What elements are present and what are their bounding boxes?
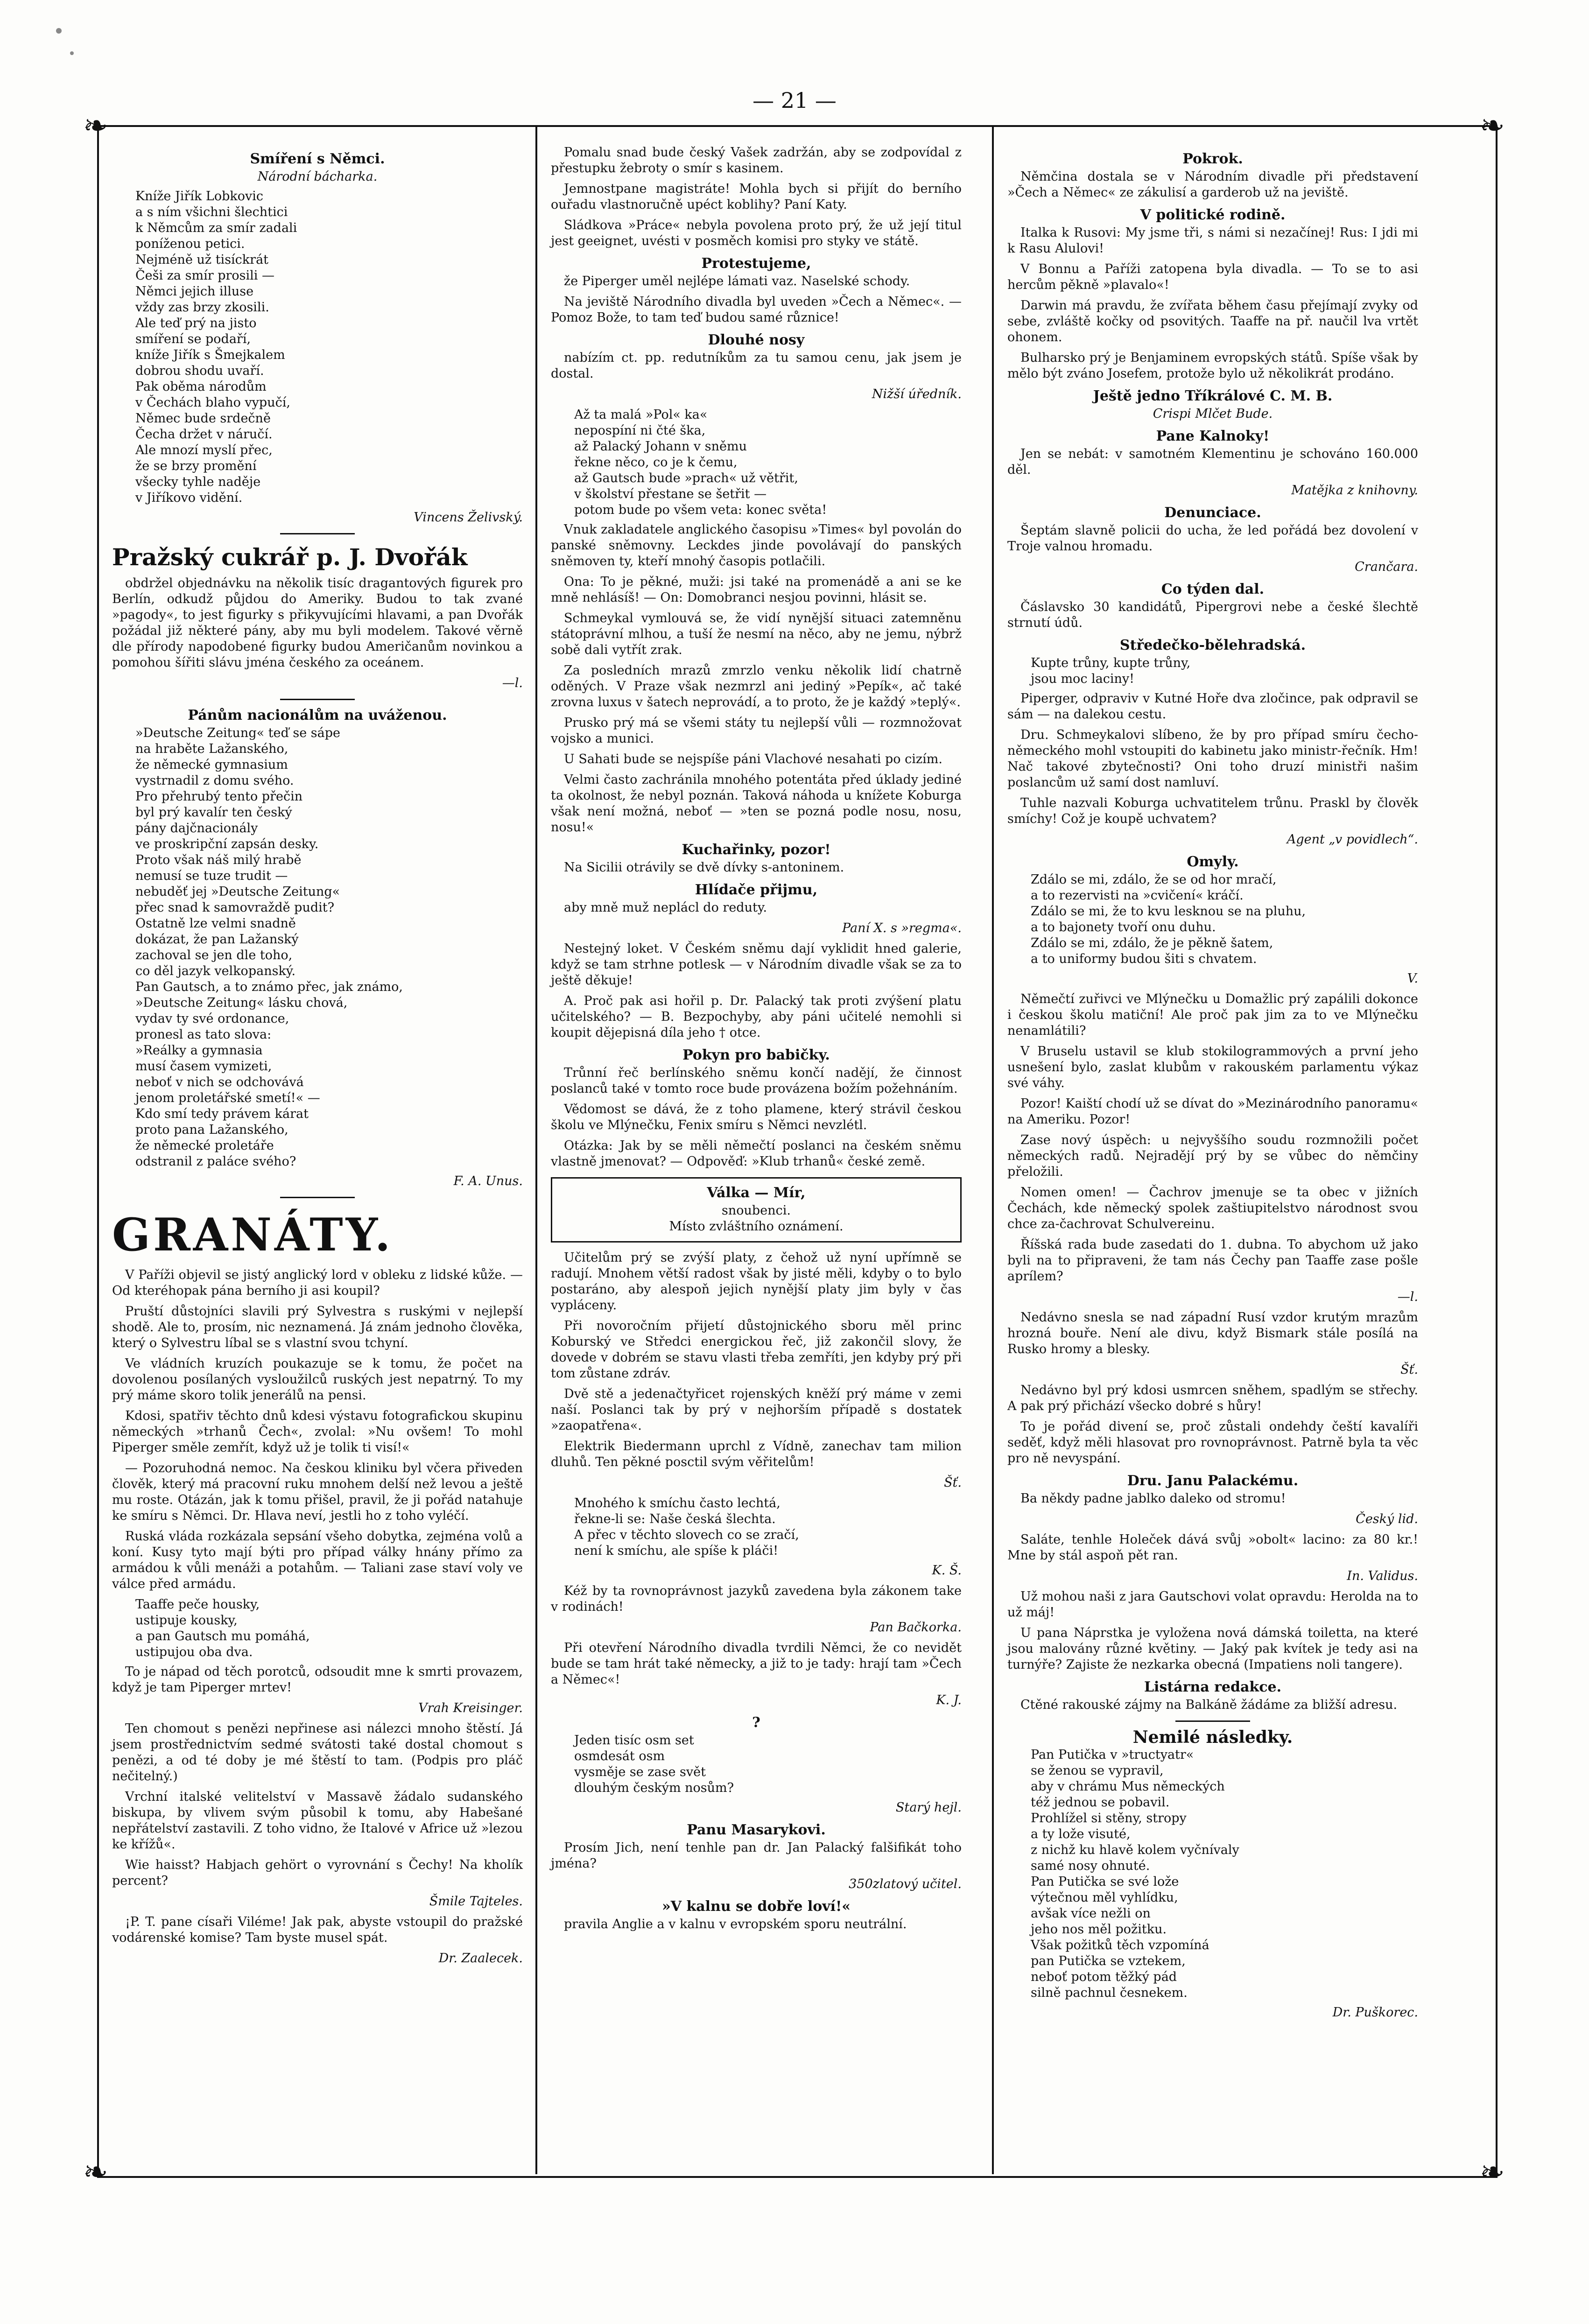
poem-line: Němec bude srdečně	[135, 411, 271, 426]
print-speck	[70, 51, 74, 55]
paragraph: Kdosi, spatřiv těchto dnů kdesi výstavu fotografickou skupinu německých »trhanů Čech«, zvolal: »Nu ovšem! To mohl Piperger směle zemřít, když už je tolik ti visí!«	[112, 1409, 523, 1455]
poem-line: musí časem vymizeti,	[135, 1059, 272, 1074]
paragraph: V Paříži objevil se jistý anglický lord v obleku z lidské kůže. — Od kteréhopak pána berního ji asi koupil?	[112, 1268, 523, 1298]
paragraph: Vnuk zakladatele anglického časopisu »Times« byl povolán do panské sněmovny. Leckdes jinde povolávají do panských sněmoven ty, kteří mnohý časopis potlačili.	[551, 522, 962, 569]
poem-line: z nichž ku hlavě kolem vyčnívaly	[1031, 1843, 1239, 1857]
poem-line: Však požitků těch vzpomíná	[1031, 1938, 1209, 1952]
article-subtitle: Národní bácharka.	[257, 169, 378, 184]
poem	[135, 189, 523, 506]
poem-line: Ale mnozí myslí přec,	[135, 443, 273, 457]
poem-line: Zdálo se mi, zdálo, že je pěkně šatem,	[1031, 936, 1273, 950]
poem-line: Ostatně lze velmi snadně	[135, 916, 296, 931]
article-title: Pokrok.	[1182, 151, 1243, 167]
article-title: Hlídače přijmu,	[695, 882, 818, 898]
article-title: Pražský cukrář p. J. Dvořák	[112, 543, 468, 571]
poem-line: ustipuje kousky,	[135, 1613, 238, 1628]
signature: Dr. Puškorec.	[1332, 2005, 1418, 2020]
paragraph: Otázka: Jak by se měli němečtí poslanci na českém sněmu vlastně jmenovat? — Odpověď: »Klub trhanů« české země.	[551, 1138, 962, 1169]
paragraph: To je pořád divení se, proč zůstali ondehdy čeští kavalíři seděť, když měli hlasovat pro rovnoprávnost. Patrně byla ta věc pro ně nevyspání.	[1007, 1419, 1418, 1466]
column-3	[1007, 145, 1418, 2025]
article-title: Omyly.	[1187, 854, 1239, 870]
paragraph: U Sahati bude se nejspíše páni Vlachové nesahati po cizím.	[564, 752, 942, 766]
article-title: Denunciace.	[1164, 505, 1261, 521]
signature: Vincens Želivský.	[414, 510, 523, 525]
poem-line: až Gautsch bude »prach« už větřit,	[574, 471, 798, 485]
poem-line: vystrnadil z domu svého.	[135, 773, 294, 788]
divider	[280, 533, 355, 534]
poem-line: neboť potom těžký pád	[1031, 1970, 1177, 1984]
article-title: Dlouhé nosy	[708, 332, 805, 348]
poem-line: neboť v nich se odchovává	[135, 1075, 304, 1089]
poem-line: Kupte trůny, kupte trůny,	[1031, 656, 1191, 670]
paragraph: A. Proč pak asi hořil p. Dr. Palacký tak proti zvýšení platu učitelského? — B. Bezpochyby, aby páni učitelé nemohli si koupit dějepisná díla jeho † otce.	[551, 994, 962, 1040]
divider	[280, 1197, 355, 1198]
paragraph: obdržel objednávku na několik tisíc dragantových figurek pro Berlín, odkudž půjdou do Ameriky. Budou to tak zvané »pagody«, to jest figurky s přikyvujícími hlavami, a pan Dvořák požádal již některé pány, aby mu byli modelem. Takové věrně dle přírody napodobené figurky budou Američanům novinkou a pomohou šířiti slávu jména českého za oceánem.	[112, 576, 523, 670]
signature: Dr. Zaalecek.	[438, 1951, 523, 1966]
signature: K. Š.	[932, 1563, 962, 1578]
poem-line: »Deutsche Zeitung« lásku chová,	[135, 996, 348, 1010]
poem-line: vždy zas brzy zkosili.	[135, 300, 269, 315]
poem-line: Kníže Jiřík Lobkovic	[135, 189, 264, 204]
poem-line: a to uniformy budou šiti s chvatem.	[1031, 952, 1257, 966]
poem-line: samé nosy ohnuté.	[1031, 1859, 1150, 1873]
signature: Matějka z knihovny.	[1291, 483, 1418, 498]
poem	[1031, 1747, 1418, 2001]
corner-ornament-icon: ❧	[1480, 109, 1505, 143]
paragraph: Dru. Schmeykalovi slíbeno, že by pro případ smíru čecho-německého mohl vstoupiti do kabinetu jako ministr-řečník. Hm! Nač takové zbytečnosti? Oni toho druzí ministři našim poslancům už samí dost namluví.	[1007, 728, 1418, 790]
article-title: »V kalnu se dobře loví!«	[661, 1898, 851, 1915]
signature: Šť.	[944, 1475, 962, 1490]
poem-line: a ty lože visuté,	[1031, 1827, 1131, 1841]
paragraph: U pana Náprstka je vyložena nová dámská toiletta, na které jsou malovány různé květiny. — Jaký pak kvítek je tedy asi na turnýře? Zajiste že nezkarka obecná (Impatiens noli tangere).	[1007, 1626, 1418, 1672]
poem-line: výtečnou měl vyhlídku,	[1031, 1890, 1178, 1905]
poem-line: řekne něco, co je k čemu,	[574, 455, 738, 470]
paragraph: Pruští důstojníci slavili prý Sylvestra s ruskými v nejlepší shodě. Ale to, prosím, nic neznamená. Já znám jednoho člověka, který o Sylvestru líbal se s vlastní svou tchyní.	[112, 1304, 523, 1350]
paragraph: aby mně muž neplácl do reduty.	[564, 900, 767, 915]
signature: Český lid.	[1356, 1512, 1418, 1526]
poem-line: nemusí se tuze trudit —	[135, 869, 288, 883]
paragraph: Prusko prý má se všemi státy tu nejlepší vůli — rozmnožovat vojsko a munici.	[551, 716, 962, 746]
paragraph: Vrchní italské velitelství v Massavě žádalo sudanského biskupa, by vlivem svým působil k tomu, aby Habešané nepřátelství zastavili. Z toho vidno, že Italové v Africe už »lezou ke křížů«.	[112, 1790, 523, 1852]
paragraph: Nedávno snesla se nad západní Rusí vzdor krutým mrazům hrozná bouře. Není ale divu, když Bismark stále posílá na Rusko hromy a blesky.	[1007, 1310, 1418, 1356]
announcement-title: Válka — Mír,	[707, 1185, 806, 1201]
poem-line: v Čechách blaho vypučí,	[135, 395, 290, 410]
paragraph: Učitelům prý se zvýší platy, z čehož už nyní upřímně se radují. Mnohem větší radost však by jisté měli, kdyby o to bylo postaráno, aby alespoň jejich nynější platy jim byly v čas vypláceny.	[551, 1250, 962, 1313]
poem-line: smíření se podaří,	[135, 332, 251, 346]
signature: Starý hejl.	[895, 1800, 962, 1815]
poem-line: avšak více nežli on	[1031, 1906, 1151, 1921]
poem-line: Proto však náš milý hrabě	[135, 853, 302, 867]
poem-line: kníže Jiřík s Šmejkalem	[135, 348, 285, 362]
poem-line: Pan Putička se své lože	[1031, 1875, 1179, 1889]
poem-line: Pan Gautsch, a to známo přec, jak známo,	[135, 980, 403, 994]
paragraph: Piperger, odpraviv v Kutné Hoře dva zločince, pak odpravil se sám — na dalekou cestu.	[1007, 691, 1418, 722]
paragraph: že Piperger uměl nejlépe lámati vaz. Naselské schody.	[564, 274, 910, 288]
paragraph: V Bonnu a Paříži zatopena byla divadla. — To se to asi hercům pěkně »plavalo«!	[1007, 262, 1418, 292]
paragraph: Němčina dostala se v Národním divadle při představení »Čech a Němec« ze zákulisí a garderob už na jeviště.	[1007, 169, 1418, 200]
announcement-box	[551, 1177, 962, 1243]
paragraph: pravila Anglie a v kalnu v evropském sporu neutrální.	[564, 1917, 907, 1931]
announcement-subtitle: snoubenci.	[722, 1203, 791, 1218]
paragraph: Elektrik Biedermann uprchl z Vídně, zanechav tam milion dluhů. Ten pěkné posctil svým věřitelům!	[551, 1439, 962, 1469]
column-2	[551, 145, 962, 1937]
poem-line: řekne-li se: Naše česká šlechta.	[574, 1512, 776, 1526]
poem-line: A přec v těchto slovech co se zračí,	[574, 1528, 799, 1542]
poem-line: Pak oběma národům	[135, 379, 267, 394]
signature: Šť.	[1400, 1362, 1418, 1377]
poem-line: silně pachnul česnekem.	[1031, 1986, 1188, 2000]
signature: —l.	[1397, 1290, 1418, 1304]
section-heading: GRANÁTY.	[112, 1208, 394, 1261]
paragraph: Trůnní řeč berlínského sněmu končí nadějí, že činnost poslanců také v tomto roce bude provázena božím požehnáním.	[551, 1066, 962, 1096]
paragraph: Ctěné rakouské zájmy na Balkáně žádáme za bližší adresu.	[1020, 1698, 1398, 1712]
article-title: Panu Masarykovi.	[687, 1822, 826, 1838]
paragraph: Na jeviště Národního divadla byl uveden »Čech a Němec«. — Pomoz Bože, to tam teď budou samé různice!	[551, 295, 962, 325]
frame-left-rule	[97, 125, 99, 2174]
article-title: Co týden dal.	[1161, 581, 1265, 597]
poem-line: Němci jejich illuse	[135, 284, 254, 299]
poem-line: není k smíchu, ale spíše k pláči!	[574, 1544, 779, 1558]
poem-line: vysměje se zase svět	[574, 1765, 706, 1779]
poem-line: že se brzy promění	[135, 459, 257, 473]
article-title: Protestujeme,	[701, 255, 811, 272]
poem-line: a to bajonety tvoří onu duhu.	[1031, 920, 1216, 934]
poem	[135, 1597, 523, 1660]
signature: 350zlatový učitel.	[849, 1877, 962, 1891]
poem-line: Zdálo se mi, že to kvu lesknou se na pluhu,	[1031, 904, 1306, 919]
article-title: Pokyn pro babičky.	[682, 1047, 830, 1063]
announcement-note: Místo zvláštního oznámení.	[669, 1219, 844, 1234]
poem-line: přec snad k samovraždě pudit?	[135, 900, 335, 915]
poem-line: Češi za smír prosili —	[135, 268, 274, 283]
poem-line: v Jiříkovo vidění.	[135, 491, 243, 505]
paragraph: Sládkova »Práce« nebyla povolena proto prý, že už její titul jest geeignet, uvésti v posměch komisi pro styky ve státě.	[551, 218, 962, 248]
poem-line: potom bude po všem veta: konec světa!	[574, 503, 827, 517]
paragraph: Pozor! Kaiští chodí už se dívat do »Mezinárodního panoramu« na Ameriku. Pozor!	[1007, 1096, 1418, 1127]
paragraph: Pomalu snad bude český Vašek zadržán, aby se zodpovídal z přestupku žebroty o smír s kasinem.	[551, 145, 962, 176]
poem-line: že německé proletáře	[135, 1138, 274, 1153]
signature: Pan Bačkorka.	[870, 1620, 962, 1635]
paragraph: Ona: To je pěkné, muži: jsi také na promenádě a ani se ke mně nehlásíš! — On: Domobranci nesjou povinni, hlásit se.	[551, 575, 962, 605]
poem-line: dobrou shodu uvaří.	[135, 364, 264, 378]
column-rule-2	[992, 125, 994, 2174]
article-title: Pánům nacionálům na uváženou.	[188, 707, 447, 723]
print-speck	[56, 28, 62, 34]
paragraph: Dvě stě a jedenačtyřicet rojenských kněží prý máme v zemi naší. Poslanci tak by prý v nejhorším případě s dostatek »zaopatřena«.	[551, 1387, 962, 1433]
paragraph: Nomen omen! — Čachrov jmenuje se ta obec v jižních Čechách, kde německý spolek zaštiupitelstvo národnost svou chce za-čachrovat Schulvereinu.	[1007, 1185, 1418, 1231]
question-mark: ?	[752, 1714, 760, 1731]
divider	[1175, 1720, 1250, 1722]
poem-line: v školství přestane se šetřit —	[574, 487, 767, 501]
poem-line: na hraběte Lažanského,	[135, 742, 288, 756]
article-title: Ještě jedno Tříkrálové C. M. B.	[1093, 388, 1333, 404]
poem-line: Zdálo se mi, zdálo, že se od hor mračí,	[1031, 872, 1277, 887]
paragraph: Ba někdy padne jablko daleko od stromu!	[1020, 1491, 1286, 1506]
poem-line: pány dajčnacionály	[135, 821, 258, 836]
paragraph: Darwin má pravdu, že zvířata během času přejímají zvyky od sebe, zvláště kočky od psovitých. Taaffe na př. naučil lva vrtět ohonem.	[1007, 298, 1418, 344]
corner-ornament-icon: ❧	[1480, 2155, 1505, 2190]
article-title: Pane Kalnoky!	[1156, 428, 1270, 444]
paragraph: Při novoročním přijetí důstojnického sboru měl princ Koburský ve Středci energickou řeč, již zakončil slovy, že dovede v dobrém se stavu vlasti třeba zemříti, jen kdyby prý při tom zůstane zdráv.	[551, 1319, 962, 1381]
paragraph: Jemnostpane magistráte! Mohla bych si přijít do berního ouřadu vlastnoručně upéct koblihy? Paní Katy.	[551, 182, 962, 212]
paragraph: Za posledních mrazů zmrzlo venku několik lidí chatrně oděných. V Praze však nezmrzl ani jediný »Pepík«, ač také zrovna luxus v šatech neprovádí, a to proto, že je každý »teplý«.	[551, 663, 962, 709]
poem-line: Prohlížel si stěny, stropy	[1031, 1811, 1187, 1825]
poem	[1031, 655, 1418, 687]
poem-line: a s ním všichni šlechtici	[135, 205, 288, 219]
poem-line: proto pana Lažanského,	[135, 1123, 288, 1137]
poem-line: Mnohého k smíchu často lechtá,	[574, 1496, 780, 1510]
article-title: Listárna redakce.	[1144, 1679, 1282, 1695]
paragraph: Šeptám slavně policii do ucha, že led pořádá bez dovolení v Troje valnou hromadu.	[1007, 523, 1418, 554]
article-title: Dru. Janu Palackému.	[1127, 1473, 1299, 1489]
poem-line: pronesl as tato slova:	[135, 1027, 272, 1042]
signature: V.	[1407, 971, 1418, 986]
poem-line: byl prý kavalír ten český	[135, 805, 292, 820]
signature: Agent „v povidlech“.	[1287, 832, 1418, 847]
poem-line: vydav ty své ordonance,	[135, 1011, 289, 1026]
poem-line: Nejméně už tisíckrát	[135, 253, 269, 267]
paragraph: Nestejný loket. V Českém sněmu dají vyklidit hned galerie, když se tam strhne potlesk — v Národním divadle však se za to ještě děkuje!	[551, 941, 962, 988]
paragraph: Ve vládních kruzích poukazuje se k tomu, že počet na dovolenou posílaných vysloužilců ruských jest nepatrný. To my prý máme skoro tolik jenerálů na pensi.	[112, 1356, 523, 1403]
paragraph: Říšská rada bude zasedati do 1. dubna. To abychom už jako byli na to připraveni, že tam nás Čechy pan Taaffe zase pošle aprílem?	[1007, 1237, 1418, 1284]
poem-line: jenom proletářské smetí!« —	[135, 1091, 320, 1105]
poem-line: Čecha držet v náručí.	[135, 427, 273, 442]
paragraph: To je nápad od těch porotců, odsoudit mne k smrti provazem, když je tam Piperger mrtev!	[112, 1664, 523, 1695]
corner-ornament-icon: ❧	[83, 2155, 108, 2190]
signature: Šmile Tajteles.	[429, 1894, 523, 1909]
paragraph: Nedávno byl prý kdosi usmrcen sněhem, spadlým se střechy. A pak prý přichází všecko dobré s hůry!	[1007, 1383, 1418, 1413]
poem	[135, 725, 523, 1170]
poem-line: že německé gymnasium	[135, 758, 288, 772]
paragraph: ¡P. T. pane císaři Viléme! Jak pak, abyste vstoupil do pražské vodárenské komise? Tam byste musel spát.	[112, 1915, 523, 1945]
paragraph: Zase nový úspěch: u nejvyššího soudu rozmnožili počet německých radů. Nejradějí prý by se vůbec do němčiny přeložili.	[1007, 1133, 1418, 1179]
paragraph: Tuhle nazvali Koburga uchvatitelem trůnu. Praskl by člověk smíchy! Což je koupě uchvatem?	[1007, 796, 1418, 826]
poem-line: až Palacký Johann v sněmu	[574, 439, 747, 454]
article-title: Nemilé následky.	[1132, 1727, 1293, 1747]
signature: In. Validus.	[1347, 1569, 1418, 1583]
paragraph: Jen se nebát: v samotném Klementinu je schováno 160.000 děl.	[1007, 447, 1418, 477]
paragraph: Vědomost se dává, že z toho plamene, který strávil českou školu ve Mlýnečku, Fenix smíru s Němci nevzlétl.	[551, 1102, 962, 1132]
poem-line: nebuděť jej »Deutsche Zeitung«	[135, 885, 340, 899]
signature: Crančara.	[1355, 560, 1418, 574]
paragraph: Ruská vláda rozkázala sepsání všeho dobytka, zejména volů a koní. Kusy tyto mají býti pro případ války hnány přímo za armádou k vůli menáži a potahům. — Taliani zase staví voly ve válce před armádu.	[112, 1529, 523, 1591]
poem-line: Jeden tisíc osm set	[574, 1733, 694, 1748]
poem-line: k Němcům za smír zadali	[135, 221, 297, 235]
article-title: Středečko-bělehradská.	[1119, 637, 1306, 653]
poem-line: Kdo smí tedy právem kárat	[135, 1107, 309, 1121]
poem-line: Až ta malá »Pol« ka«	[574, 407, 708, 422]
signature: —l.	[502, 676, 523, 690]
article-title: Smíření s Němci.	[250, 151, 385, 167]
poem-line: nepospíní ni čté ška,	[574, 423, 706, 438]
paragraph: Kéž by ta rovnoprávnost jazyků zavedena byla zákonem take v rodinách!	[551, 1584, 962, 1614]
page-number: — 21 —	[752, 88, 837, 113]
poem-line: jeho nos měl požitku.	[1031, 1922, 1167, 1937]
article-title: Kuchařinky, pozor!	[682, 842, 831, 858]
poem-line: co děl jazyk velkopanský.	[135, 964, 296, 978]
paragraph: Ten chomout s penězi nepřinese asi nálezci mnoho štěstí. Já jsem prostřednictvím sedmé svátosti také dostal chomout s penězi, a od té doby je mé štěstí to tam. (Podpis pro pláč nečitelný.)	[112, 1721, 523, 1783]
poem-line: jsou moc laciny!	[1031, 672, 1134, 686]
divider	[280, 699, 355, 700]
corner-ornament-icon: ❧	[83, 109, 108, 143]
signature: F. A. Unus.	[453, 1174, 523, 1188]
poem-line: a to rezervisti na »cvičení« kráčí.	[1031, 888, 1244, 903]
poem	[574, 407, 962, 518]
signature: Vrah Kreisinger.	[418, 1701, 523, 1715]
poem-line: všecky tyhle naděje	[135, 475, 261, 489]
article-title: V politické rodině.	[1140, 207, 1286, 223]
signature: Paní X. s »regma«.	[842, 921, 962, 935]
frame-right-rule	[1496, 125, 1498, 2174]
paragraph: Velmi často zachránila mnohého potentáta před úklady jediné ta okolnost, že nebyl poznán. Taková náhoda u knížete Koburga však není možná, neboť — »ten se pozná podle nosu, nosu, nosu!«	[551, 772, 962, 835]
poem-line: »Deutsche Zeitung« teď se sápe	[135, 726, 341, 740]
paragraph: nabízím ct. pp. redutníkům za tu samou cenu, jak jsem je dostal.	[551, 351, 962, 381]
article-subtitle: Crispi Mlčet Bude.	[1153, 407, 1273, 421]
paragraph: Schmeykal vymlouvá se, že vidí nynější situaci zatemněnu státoprávní mlhou, a tuší že nesmí na něco, aby ne jemu, nýbrž sobě dali vytřít zrak.	[551, 611, 962, 657]
poem-line: a pan Gautsch mu pomáhá,	[135, 1629, 310, 1643]
paragraph: — Pozoruhodná nemoc. Na českou kliniku byl včera přiveden člověk, který má pracovní ruku mnohem delší než levou a ještě mu roste. Otázán, jak k tomu přišel, pravil, že ji pořád natahuje ke smíru s Němci. Dr. Hlava neví, jestli ho z toho vyléčí.	[112, 1461, 523, 1523]
poem-line: dokázat, že pan Lažanský	[135, 932, 299, 947]
poem-line: se ženou se vypravil,	[1031, 1763, 1164, 1778]
poem-line: pan Putička se vztekem,	[1031, 1954, 1186, 1968]
paragraph: Bulharsko prý je Benjaminem evropských států. Spíše však by mělo být zváno Josefem, protože bylo už několikrát prodáno.	[1007, 351, 1418, 381]
paragraph: V Bruselu ustavil se klub stokilogrammových a první jeho usnešení bylo, zaslat klubům v rakouském parlamentu výkaz své váhy.	[1007, 1044, 1418, 1090]
column-rule-1	[535, 125, 537, 2174]
poem	[574, 1496, 962, 1559]
paragraph: Wie haisst? Habjach gehört o vyrovnání s Čechy! Na kholík percent?	[112, 1858, 523, 1888]
poem-line: odstranil z paláce svého?	[135, 1154, 296, 1169]
signature: K. J.	[936, 1693, 962, 1707]
poem-line: ve proskripční zapsán desky.	[135, 837, 319, 851]
poem-line: zachoval se jen dle toho,	[135, 948, 293, 962]
signature: Nižší úředník.	[872, 387, 962, 401]
poem-line: Ale teď prý na jisto	[135, 316, 257, 330]
paragraph: Saláte, tenhle Holeček dává svůj »obolt« lacino: za 80 kr.! Mne by stál aspoň pět ran.	[1007, 1532, 1418, 1563]
poem-line: »Reálky a gymnasia	[135, 1043, 263, 1058]
paragraph: Italka k Rusovi: My jsme tři, s námi si nezačínej! Rus: I jdi mi k Rasu Alulovi!	[1007, 225, 1418, 256]
poem-line: ustipujou oba dva.	[135, 1645, 253, 1659]
poem-line: dlouhým českým nosům?	[574, 1781, 734, 1795]
paragraph: Už mohou naši z jara Gautschovi volat opravdu: Herolda na to už máj!	[1007, 1589, 1418, 1620]
paragraph: Na Sicilii otrávily se dvě dívky s-antoninem.	[564, 860, 844, 875]
paragraph: Čáslavsko 30 kandidátů, Pipergrovi nebe a české šlechtě strnutí údů.	[1007, 600, 1418, 630]
poem-line: též jednou se pobavil.	[1031, 1795, 1170, 1810]
poem-line: Pan Putička v »tructyatr«	[1031, 1748, 1194, 1762]
poem-line: Pro přehrubý tento přečin	[135, 789, 303, 804]
poem-line: Taaffe peče housky,	[135, 1597, 260, 1612]
poem	[574, 1733, 962, 1796]
poem	[1031, 872, 1418, 967]
paragraph: Prosím Jich, není tenhle pan dr. Jan Palacký falšifikát toho jména?	[551, 1840, 962, 1871]
column-1	[112, 145, 523, 1971]
poem-line: poníženou petici.	[135, 237, 245, 251]
paragraph: Při otevření Národního divadla tvrdili Němci, že co nevidět bude se tam hrát také německy, a již to je tady: hrají tam »Čech a Němec«!	[551, 1641, 962, 1687]
paragraph: Němečtí zuřivci ve Mlýnečku u Domažlic prý zapálili dokonce i českou školu matiční! Ale proč pak jim za to ve Mlýnečku nenamlátili?	[1007, 992, 1418, 1038]
poem-line: osmdesát osm	[574, 1749, 665, 1763]
poem-line: aby v chrámu Mus německých	[1031, 1779, 1225, 1794]
